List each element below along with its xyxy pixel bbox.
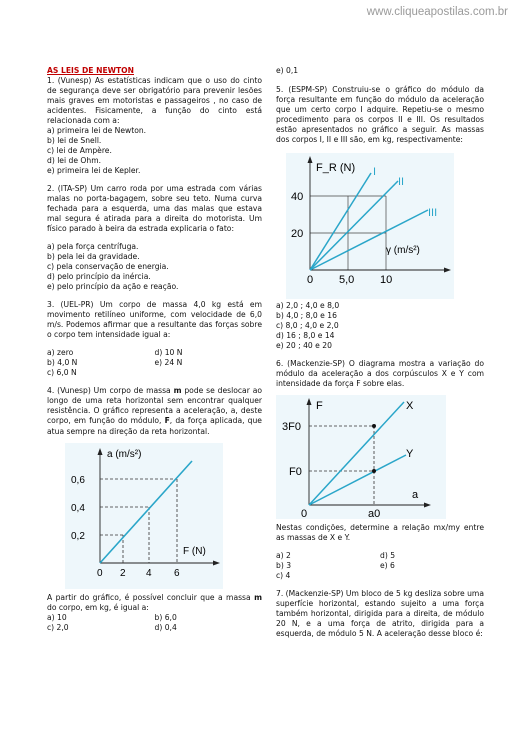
q4-after-mass-symbol: m (254, 592, 262, 602)
right-column (276, 66, 484, 647)
question-6 (276, 359, 484, 581)
q5-option-e[interactable]: e) 20 ; 40 e 20 (276, 341, 332, 351)
q4-graph-background (65, 443, 223, 589)
q4-option-b[interactable]: b) 6,0 (154, 612, 177, 622)
q4-x-label: F (N) (183, 545, 206, 557)
q4-x-tick-2: 2 (120, 567, 126, 579)
q4-text-part-c: , da força aplicada, que atua sempre na direção da reta horizontal. (47, 416, 262, 436)
site-url[interactable]: www.cliqueapostilas.com.br (366, 6, 508, 18)
q6-graph (276, 395, 484, 521)
q5-option-b[interactable]: b) 4,0 ; 8,0 e 16 (276, 311, 337, 321)
question-4-text (47, 386, 262, 436)
q4-x-tick-4: 4 (146, 567, 152, 579)
q6-option-d[interactable]: d) 5 (380, 551, 396, 561)
q6-x-tick-0: 0 (301, 508, 308, 521)
q6-y-label: F (316, 400, 323, 413)
q5-x-tick-10: 10 (380, 274, 393, 287)
q1-option-c[interactable]: c) lei de Ampère. (47, 146, 112, 156)
q2-option-c[interactable]: c) pela conservação de energia. (47, 262, 169, 272)
question-1 (47, 76, 262, 176)
q4-after-part-a: A partir do gráfico, é possível concluir que a massa (47, 592, 255, 602)
q5-line-label-I: I (373, 166, 377, 179)
q2-option-e[interactable]: e) pelo princípio da ação e reação. (47, 282, 179, 292)
q3-option-c[interactable]: c) 6,0 N (47, 368, 77, 378)
q5-option-d[interactable]: d) 16 ; 8,0 e 14 (276, 331, 335, 341)
q6-x-tick-a0: a0 (368, 508, 381, 521)
q5-x-tick-0: 0 (307, 274, 314, 287)
q6-graph-background (276, 395, 446, 519)
q6-x-label: a (412, 489, 419, 502)
q1-option-a[interactable]: a) primeira lei de Newton. (47, 126, 147, 136)
q5-option-c[interactable]: c) 8,0 ; 4,0 e 2,0 (276, 321, 339, 331)
q4-text-part-a: 4. (Vunesp) Um corpo de massa (47, 386, 174, 396)
q6-line-label-Y: Y (406, 448, 414, 461)
q1-option-b[interactable]: b) lei de Snell. (47, 136, 102, 146)
q4-y-tick-02: 0,2 (71, 530, 85, 542)
q2-option-d[interactable]: d) pelo princípio da inércia. (47, 272, 151, 282)
question-3-text: 3. (UEL-PR) Um corpo de massa 4,0 kg está em movimento retilíneo uniforme, com velocidade de 6,0 m/s. Podemos afirmar que a resultante das forças sobre o corpo tem intensidade igual a: (47, 300, 262, 340)
q5-y-tick-40: 40 (291, 191, 304, 204)
q1-option-d[interactable]: d) lei de Ohm. (47, 156, 102, 166)
q5-option-a[interactable]: a) 2,0 ; 4,0 e 8,0 (276, 301, 340, 311)
q4-option-a[interactable]: a) 10 (47, 612, 67, 622)
question-2 (47, 184, 262, 292)
q4-option-c[interactable]: c) 2,0 (47, 622, 69, 632)
q4-x-tick-0: 0 (97, 567, 103, 579)
q2-option-a[interactable]: a) pela força centrífuga. (47, 242, 139, 252)
question-6-text: 6. (Mackenzie-SP) O diagrama mostra a variação do módulo da aceleração a dos corpúsculos X e Y com intensidade da força F sobre elas. (276, 359, 484, 389)
q4-y-tick-04: 0,4 (71, 502, 85, 514)
q3-option-a[interactable]: a) zero (47, 348, 74, 358)
q6-after-text: Nestas condições, determine a relação mx/my entre as massas de X e Y. (276, 523, 484, 543)
q3-option-b[interactable]: b) 4,0 N (47, 358, 78, 368)
q4-after-text (47, 593, 262, 613)
question-2-text: 2. (ITA-SP) Um carro roda por uma estrada com várias malas no porta-bagagem, sobre seu teto. Numa curva fechada para a esquerda, uma das malas que estava mal segura é atirada para a direita do motorista. Um físico parado à beira da estrada explicaria o fato: (47, 184, 262, 234)
question-1-text: 1. (Vunesp) As estatísticas indicam que o uso do cinto de segurança deve ser obrigatório para prevenir lesões mais graves em motoristas e passageiros , no caso de acidentes. Fisicamente, a função do cinto está relacionada com a: (47, 76, 262, 126)
q4-option-e[interactable]: e) 0,1 (276, 66, 299, 75)
question-5-text: 5. (ESPM-SP) Construiu-se o gráfico do módulo da força resultante em função do módulo da aceleração que um certo corpo I adquire. Repetiu-se o mesmo procedimento para os corpos II e III. Os resultados estão apresentados no gráfico a seguir. As massas dos corpos I, II e III são, em kg, respectivamente: (276, 85, 484, 145)
question-7-text: 7. (Mackenzie-SP) Um bloco de 5 kg desliza sobre uma superfície horizontal, estando sujeito a uma força também horizontal, dirigida para a direita, de módulo 20 N, e a uma força de atrito, dirigida para a esquerda, de módulo 5 N. A aceleração desse bloco é: (276, 589, 484, 639)
q6-y-tick-F0: F0 (289, 466, 302, 479)
q6-point-X (372, 424, 376, 428)
q5-y-label: F_R (N) (316, 162, 356, 175)
q1-option-e[interactable]: e) primeira lei de Kepler. (47, 166, 141, 176)
q3-option-d[interactable]: d) 10 N (154, 348, 183, 358)
q5-line-label-III: III (428, 207, 438, 220)
q4-option-d[interactable]: d) 0,4 (154, 622, 177, 632)
question-4 (47, 386, 262, 632)
left-column (47, 66, 262, 641)
q6-point-Y (372, 469, 376, 473)
q6-y-tick-3F0: 3F0 (282, 421, 301, 434)
q3-option-e[interactable]: e) 24 N (154, 358, 183, 368)
page-title: AS LEIS DE NEWTON (47, 66, 134, 75)
q6-option-b[interactable]: b) 3 (276, 561, 292, 571)
q2-option-b[interactable]: b) pela lei da gravidade. (47, 252, 140, 262)
q6-option-e[interactable]: e) 6 (380, 561, 395, 571)
q5-line-label-II: II (398, 176, 405, 189)
q5-x-tick-5: 5,0 (339, 274, 355, 287)
q6-option-a[interactable]: a) 2 (276, 551, 291, 561)
question-7 (276, 589, 484, 639)
q6-options (276, 551, 484, 581)
q4-options (47, 613, 262, 633)
q4-mass-symbol: m (173, 386, 182, 396)
q4-y-label: a (m/s²) (107, 448, 142, 460)
question-3 (47, 300, 262, 378)
q6-line-label-X: X (406, 400, 414, 413)
q4-graph (47, 443, 262, 591)
q4-after-part-b: do corpo, em kg, é igual a: (47, 602, 149, 612)
q3-options (47, 348, 262, 378)
q4-y-tick-06: 0,6 (71, 474, 85, 486)
q5-x-label: γ (m/s²) (386, 245, 420, 257)
question-5 (276, 85, 484, 351)
q5-graph (276, 153, 484, 301)
q4-x-tick-6: 6 (174, 567, 180, 579)
q6-option-c[interactable]: c) 4 (276, 571, 291, 581)
q4-force-symbol: F (164, 416, 170, 426)
q4-text-part-b: pode se deslocar ao longo de uma reta horizontal sem encontrar qualquer resistência. O gráfico representa a aceleração, a, deste corpo, em função do módulo, (47, 386, 262, 426)
q5-y-tick-20: 20 (291, 228, 304, 241)
